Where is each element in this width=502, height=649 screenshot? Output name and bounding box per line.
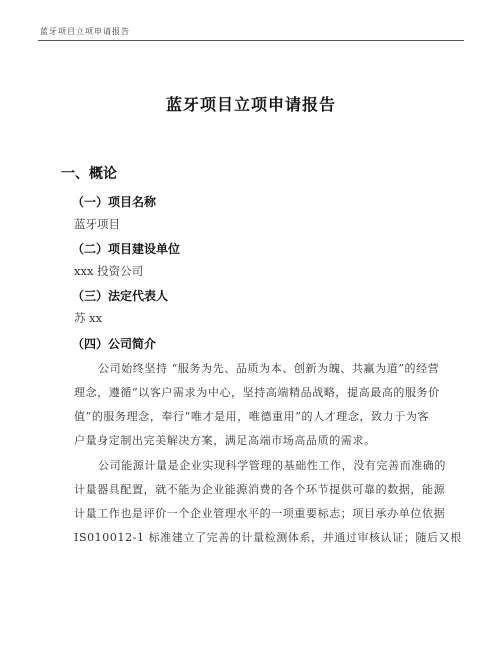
paragraph-line: 计量器具配置，就不能为企业能源消费的各个环节提供可靠的数据，能源 — [74, 483, 446, 496]
project-name-value: 蓝牙项目 — [74, 217, 120, 231]
subheading-company-profile: （四）公司简介 — [72, 337, 157, 351]
subheading-project-name: （一）项目名称 — [72, 195, 157, 209]
subheading-construction-unit: （二）项目建设单位 — [72, 242, 181, 256]
paragraph-line: 户量身定制出完美解决方案，满足高端市场高品质的需求。 — [74, 434, 376, 447]
paragraph-line: 值”的服务理念，奉行“唯才是用，唯德重用”的人才理念，致力于为客 — [74, 410, 430, 423]
paragraph-line: 公司能源计量是企业实现科学管理的基础性工作，没有完善而准确的 — [98, 459, 446, 472]
header-divider — [38, 40, 464, 41]
paragraph-line: 理念，遵循“以客户需求为中心，坚持高端精品战略，提高最高的服务价 — [74, 386, 440, 399]
paragraph-line: 公司始终坚持 “服务为先、品质为本、创新为魄、共赢为道”的经营 — [98, 362, 440, 375]
document-title: 蓝牙项目立项申请报告 — [165, 95, 336, 114]
running-header: 蓝牙项目立项申请报告 — [40, 27, 130, 36]
paragraph-line: IS010012-1 标准建立了完善的计量检测体系，并通过审核认证；随后又根 — [74, 531, 462, 544]
construction-unit-value: xxx 投资公司 — [74, 264, 144, 278]
paragraph-line: 计量工作也是评价一个企业管理水平的一项重要标志；项目承办单位依据 — [74, 507, 446, 520]
legal-representative-value: 苏 xx — [74, 311, 103, 325]
subheading-legal-representative: （三）法定代表人 — [72, 289, 169, 303]
section-heading-overview: 一、概论 — [61, 166, 117, 182]
